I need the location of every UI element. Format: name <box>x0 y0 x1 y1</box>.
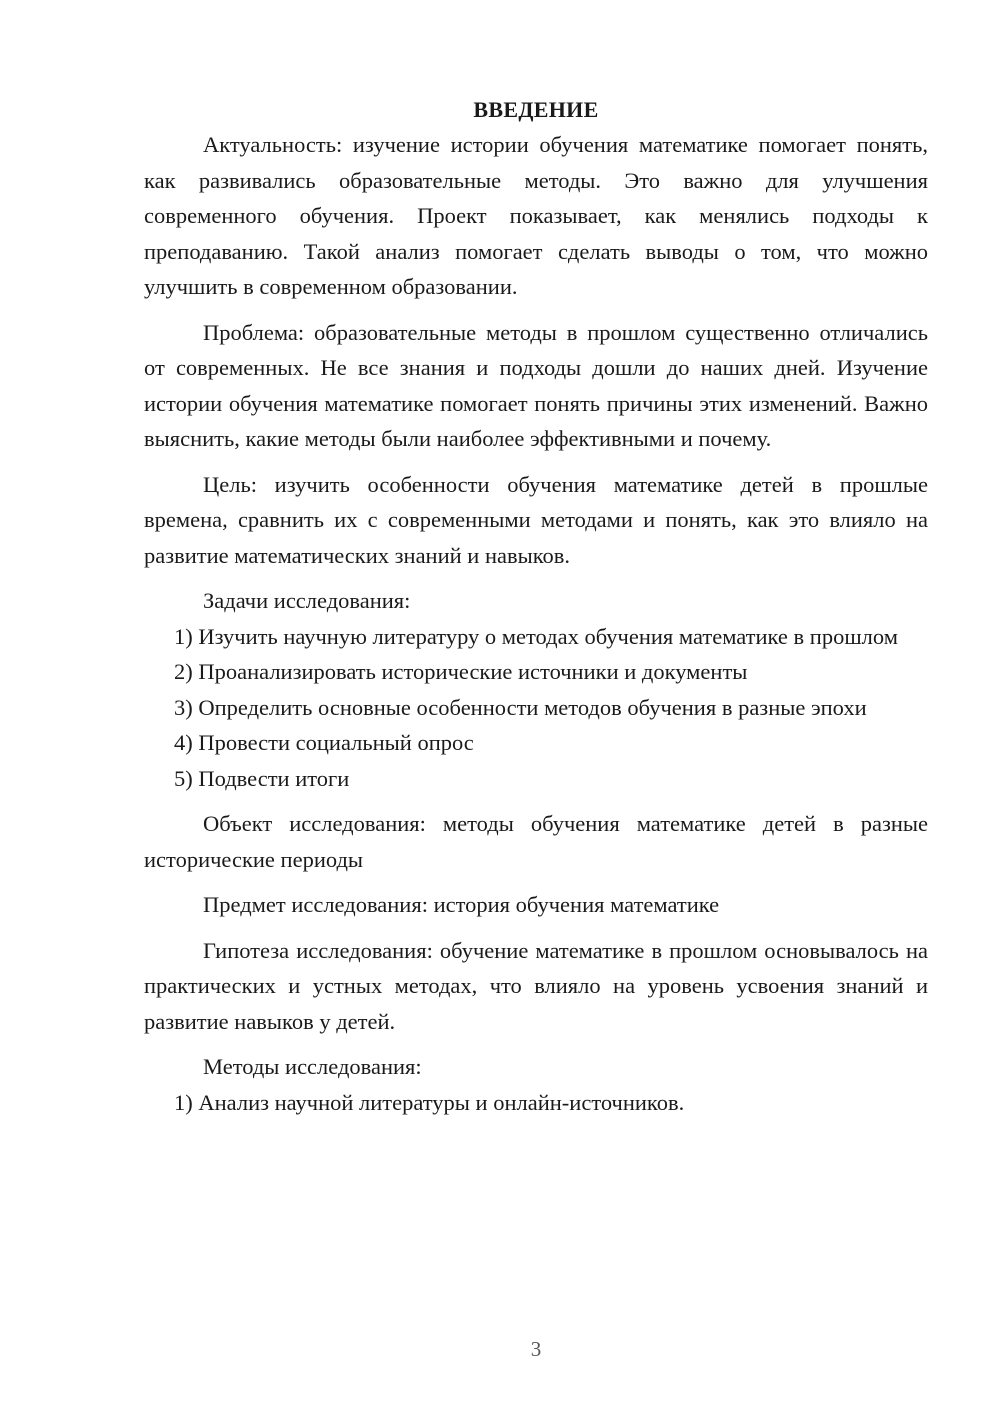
task-item-1: 1) Изучить научную литературу о методах обучения математике в прошлом <box>174 623 898 649</box>
task-item-2: 2) Проанализировать исторические источники и документы <box>174 659 748 684</box>
paragraph-hypothesis: Гипотеза исследования: обучение математике в прошлом основывалось на практических и устных методах, что влияло на уровень усвоения знаний и развитие навыков у детей. <box>144 937 928 1034</box>
task-item-4: 4) Провести социальный опрос <box>174 730 474 755</box>
paragraph-object: Объект исследования: методы обучения математике детей в разные исторические периоды <box>144 811 928 872</box>
page-number: 3 <box>530 1337 542 1361</box>
method-item-1: 1) Анализ научной литературы и онлайн-источников. <box>174 1089 685 1115</box>
paragraph-subject: Предмет исследования: история обучения математике <box>203 892 720 917</box>
methods-heading: Методы исследования: <box>203 1054 422 1079</box>
paragraph-problem: Проблема: образовательные методы в прошлом существенно отличались от современных. Не все знания и подходы дошли до наших дней. Изучение истории обучения математике помогает понять причины этих изменений. Важно выяснить, какие методы были наиболее эффективными и почему. <box>144 319 928 451</box>
section-title: ВВЕДЕНИЕ <box>473 97 599 122</box>
tasks-heading: Задачи исследования: <box>203 588 411 613</box>
page-content <box>144 92 928 1120</box>
task-item-5: 5) Подвести итоги <box>174 765 350 791</box>
task-item-3: 3) Определить основные особенности методов обучения в разные эпохи <box>174 694 867 720</box>
paragraph-actuality: Актуальность: изучение истории обучения математике помогает понять, как развивались образовательные методы. Это важно для улучшения современного обучения. Проект показывает, как менялись подходы к преподаванию. Такой анализ помогает сделать выводы о том, что можно улучшить в современном образовании. <box>144 132 928 299</box>
paragraph-goal: Цель: изучить особенности обучения математике детей в прошлые времена, сравнить их с современными методами и понять, как это влияло на развитие математических знаний и навыков. <box>144 471 928 568</box>
